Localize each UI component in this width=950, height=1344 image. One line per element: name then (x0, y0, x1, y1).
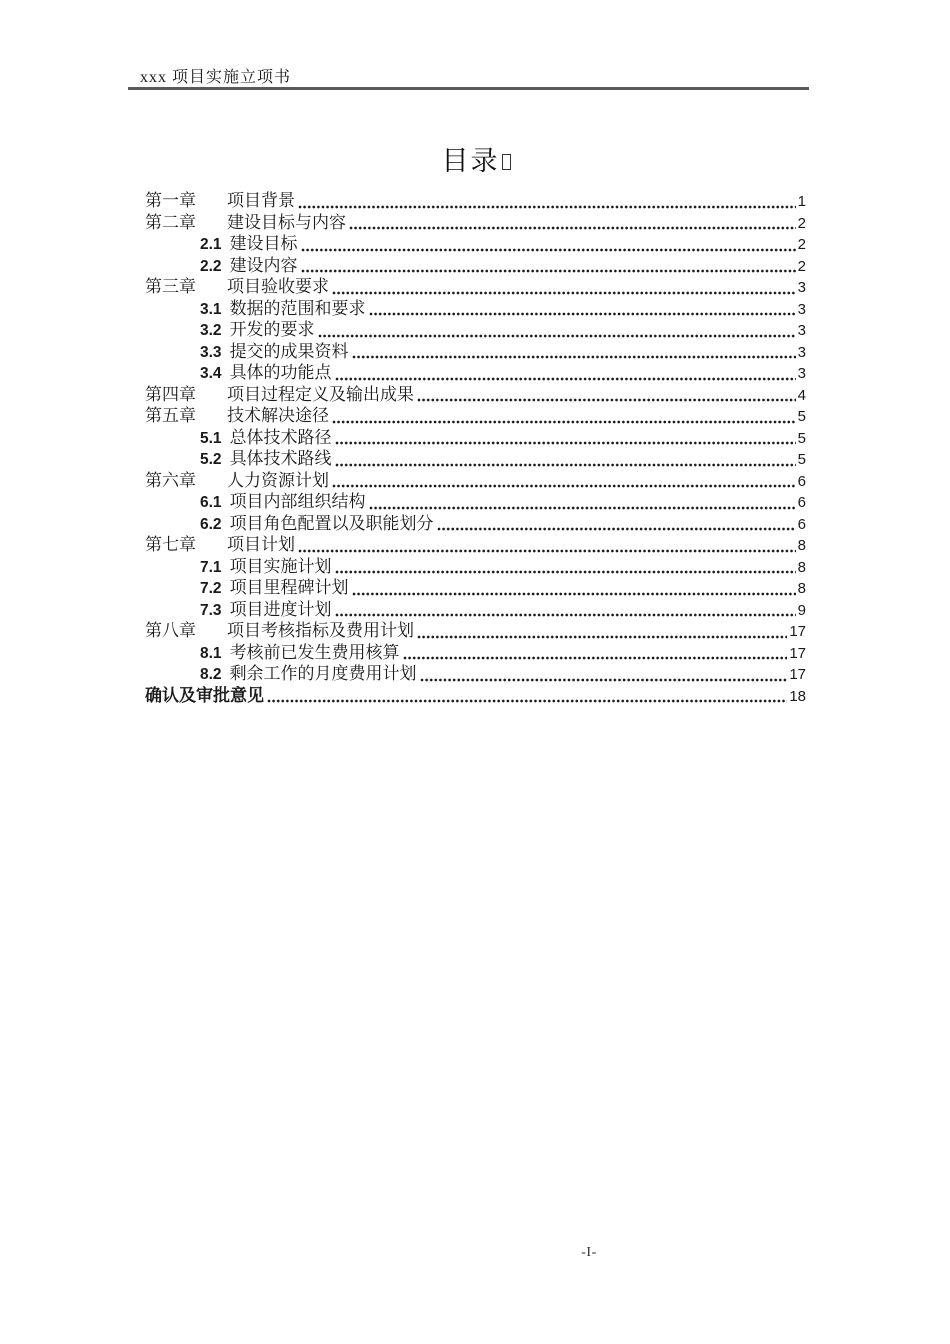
toc-dot-leader (301, 268, 796, 274)
toc-page-number: 9 (797, 601, 806, 619)
toc-row[interactable] (145, 319, 806, 341)
toc-entry-title: 建设目标 (229, 234, 298, 253)
toc-entry-title: 具体技术路线 (229, 449, 332, 468)
toc-entry-title: 建设目标与内容 (227, 212, 346, 232)
toc-page-number: 3 (797, 343, 806, 361)
toc-page-number: 8 (797, 558, 806, 576)
toc-row[interactable] (145, 577, 806, 599)
toc-row[interactable] (145, 233, 806, 255)
toc-row[interactable] (145, 448, 806, 470)
toc-page-number: 5 (797, 451, 806, 468)
toc-entry-number: 6.1 (200, 494, 222, 511)
toc-dot-leader (437, 526, 796, 532)
toc-entry-title: 项目内部组织结构 (229, 492, 366, 511)
toc-chapter-label: 第一章 (145, 191, 196, 210)
header-divider-rule (128, 87, 809, 90)
toc-row[interactable] (145, 276, 806, 298)
toc-row[interactable] (145, 384, 806, 406)
toc-chapter-label: 第二章 (145, 212, 196, 232)
toc (145, 190, 806, 706)
toc-page-number: 2 (797, 214, 806, 232)
toc-entry-number: 7.2 (200, 580, 222, 597)
toc-row[interactable] (145, 212, 806, 234)
toc-dot-leader (420, 677, 788, 683)
toc-entry-title: 项目考核指标及费用计划 (227, 621, 414, 640)
toc-dot-leader (332, 290, 796, 296)
toc-row[interactable] (145, 534, 806, 556)
toc-page-number: 3 (797, 300, 806, 318)
toc-entry-number: 8.1 (200, 644, 222, 662)
toc-entry-title: 项目角色配置以及职能划分 (229, 513, 434, 533)
toc-dot-leader (267, 698, 787, 704)
toc-dot-leader (369, 505, 796, 511)
toc-entry-number: 7.1 (200, 558, 222, 576)
toc-page-number: 6 (797, 494, 806, 511)
toc-chapter-label: 第八章 (145, 621, 196, 640)
toc-row[interactable] (145, 298, 806, 320)
toc-dot-leader (417, 634, 787, 640)
toc-dot-leader (298, 548, 796, 554)
missing-glyph-box-icon (502, 154, 511, 170)
toc-page-number: 2 (797, 257, 806, 275)
toc-row[interactable] (145, 470, 806, 492)
toc-row[interactable] (145, 513, 806, 535)
toc-dot-leader (301, 247, 796, 253)
toc-page-title (128, 139, 824, 178)
toc-page-number: 2 (797, 236, 806, 253)
toc-row[interactable] (145, 620, 806, 642)
toc-entry-title: 建设内容 (229, 255, 298, 275)
footer-page-number: -I- (581, 1245, 597, 1260)
toc-page-number: 5 (797, 429, 806, 447)
toc-entry-number: 7.3 (200, 601, 222, 619)
toc-row[interactable] (145, 190, 806, 212)
toc-dot-leader (335, 440, 796, 446)
toc-entry-title: 项目过程定义及输出成果 (227, 384, 414, 404)
toc-entry-title: 数据的范围和要求 (229, 298, 366, 318)
toc-dot-leader (332, 419, 796, 425)
toc-entry-title: 剩余工作的月度费用计划 (229, 664, 417, 683)
document-header-title: xxx 项目实施立项书 (140, 69, 292, 86)
toc-dot-leader (332, 483, 796, 489)
toc-page-number: 8 (797, 537, 806, 554)
toc-page-number: 3 (797, 279, 806, 296)
toc-row[interactable] (145, 491, 806, 513)
toc-entry-number: 3.4 (200, 365, 222, 382)
toc-dot-leader (403, 655, 788, 661)
toc-entry-title: 具体的功能点 (229, 363, 332, 382)
toc-page-number: 6 (797, 515, 806, 533)
toc-dot-leader (335, 376, 796, 382)
toc-page-number: 17 (789, 666, 806, 683)
toc-page-number: 6 (797, 472, 806, 490)
toc-entry-number: 6.2 (200, 515, 222, 533)
toc-entry-title: 项目验收要求 (227, 277, 329, 296)
toc-page-number: 5 (797, 408, 806, 425)
toc-dot-leader (417, 397, 796, 403)
toc-entry-title: 开发的要求 (229, 320, 315, 339)
toc-dot-leader (335, 612, 796, 618)
toc-dot-leader (298, 204, 796, 210)
toc-page-number: 17 (789, 623, 806, 640)
toc-page-number: 8 (797, 580, 806, 597)
toc-entry-title: 项目背景 (227, 191, 295, 210)
toc-row[interactable] (145, 255, 806, 277)
toc-entry-number: 3.1 (200, 300, 222, 318)
toc-entry-title: 项目实施计划 (229, 556, 332, 576)
toc-entry-title: 项目进度计划 (229, 599, 332, 619)
toc-entry-number: 5.1 (200, 429, 222, 447)
toc-chapter-label: 第六章 (145, 470, 196, 490)
toc-row[interactable] (145, 599, 806, 621)
toc-entry-number: 2.1 (200, 236, 222, 253)
toc-dot-leader (352, 354, 796, 360)
toc-entry-title: 技术解决途径 (227, 406, 329, 425)
toc-row[interactable] (145, 556, 806, 578)
toc-page-number: 3 (797, 322, 806, 339)
toc-title-text: 目录 (441, 146, 500, 176)
toc-row[interactable] (145, 642, 806, 664)
toc-row[interactable] (145, 427, 806, 449)
toc-row[interactable] (145, 685, 806, 707)
toc-chapter-label: 第四章 (145, 384, 196, 404)
toc-chapter-label: 第七章 (145, 535, 196, 554)
toc-entry-title: 人力资源计划 (227, 470, 329, 490)
toc-row[interactable] (145, 341, 806, 363)
toc-page-number: 4 (797, 386, 806, 404)
toc-entry-title: 项目计划 (227, 535, 295, 554)
toc-entry-number: 3.3 (200, 343, 222, 361)
toc-entry-number: 3.2 (200, 322, 222, 339)
toc-dot-leader (335, 462, 796, 468)
toc-chapter-label: 第五章 (145, 406, 196, 425)
toc-row[interactable] (145, 663, 806, 685)
toc-entry-title: 项目里程碑计划 (229, 578, 349, 597)
toc-entry-number: 8.2 (200, 666, 222, 683)
toc-page-number: 18 (789, 687, 806, 705)
toc-entry-number: 5.2 (200, 451, 222, 468)
toc-row[interactable] (145, 362, 806, 384)
toc-chapter-label: 第三章 (145, 277, 196, 296)
toc-page-number: 17 (789, 644, 806, 662)
toc-dot-leader (369, 311, 796, 317)
toc-dot-leader (318, 333, 796, 339)
toc-page-number: 3 (797, 365, 806, 382)
toc-page-number: 1 (797, 193, 806, 210)
toc-row[interactable] (145, 405, 806, 427)
toc-dot-leader (335, 569, 796, 575)
toc-entry-title: 确认及审批意见 (145, 685, 264, 705)
toc-entry-title: 考核前已发生费用核算 (229, 642, 400, 662)
toc-entry-title: 提交的成果资料 (229, 341, 349, 361)
toc-entry-number: 2.2 (200, 257, 222, 275)
toc-dot-leader (352, 591, 796, 597)
toc-dot-leader (349, 225, 796, 231)
toc-entry-title: 总体技术路径 (229, 427, 332, 447)
